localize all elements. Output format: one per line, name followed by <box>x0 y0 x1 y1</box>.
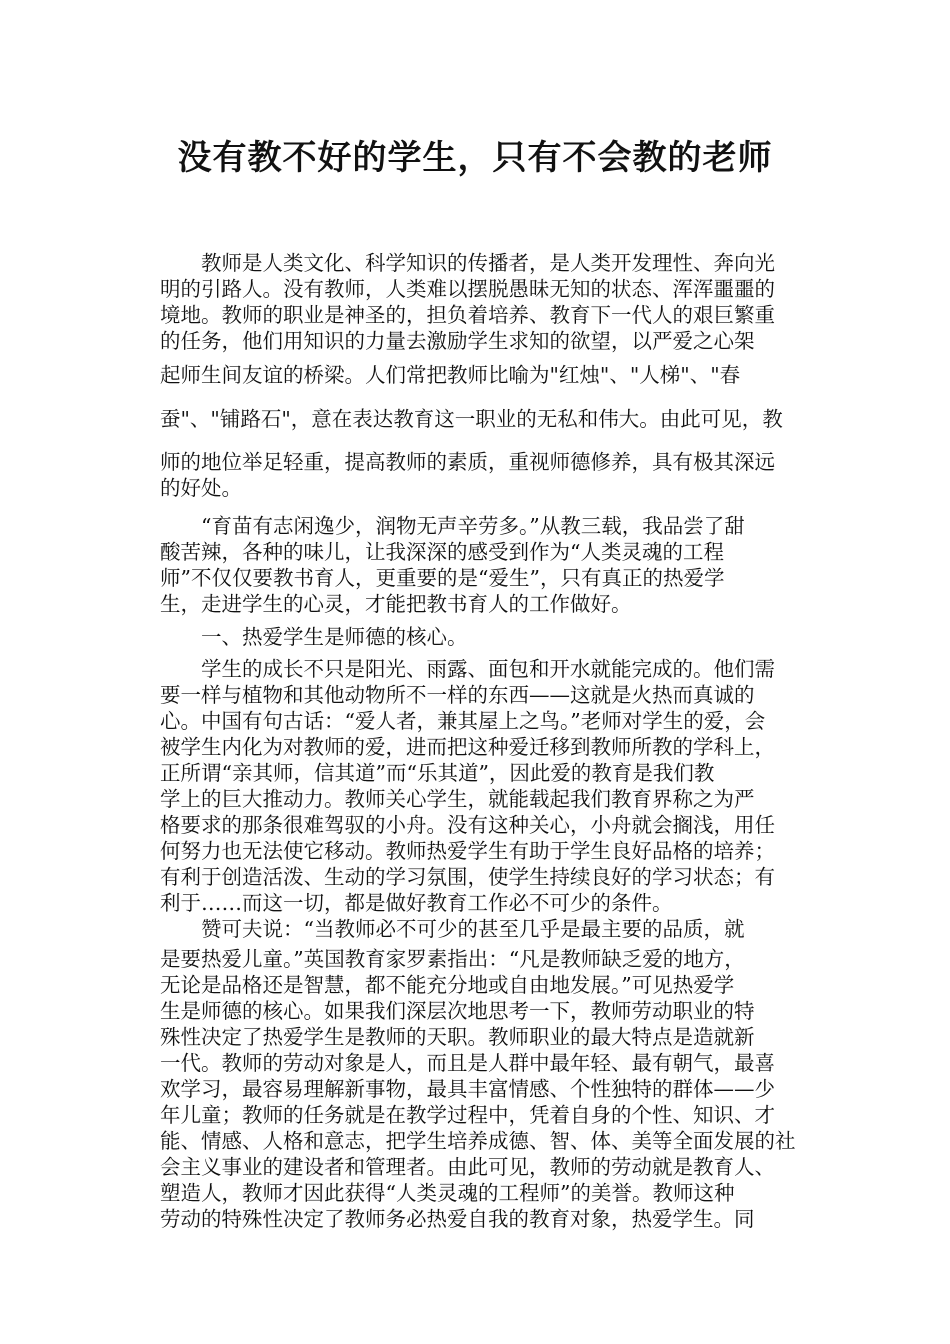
body-text-line: 塑造人，教师才因此获得“人类灵魂的工程师”的美誉。教师这种 <box>160 1181 735 1205</box>
body-text-line: 生，走进学生的心灵，才能把教书育人的工作做好。 <box>160 592 632 616</box>
body-text-line: “育苗有志闲逸少，润物无声辛劳多。”从教三载，我品尝了甜 <box>160 514 745 538</box>
body-text-line: 无论是品格还是智慧，都不能充分地或自由地发展。”可见热爱学 <box>160 973 735 997</box>
body-text-line: 正所谓“亲其师，信其道”而“乐其道”，因此爱的教育是我们教 <box>160 761 715 785</box>
body-text-line: 一、热爱学生是师德的核心。 <box>160 625 468 649</box>
body-text-line: 生是师德的核心。如果我们深层次地思考一下，教师劳动职业的特 <box>160 999 755 1023</box>
document-title: 没有教不好的学生，只有不会教的老师 <box>177 138 773 178</box>
body-text-line: 教师是人类文化、科学知识的传播者，是人类开发理性、奔向光 <box>160 251 775 275</box>
body-text-line: 能、情感、人格和意志，把学生培养成德、智、体、美等全面发展的社 <box>160 1129 796 1153</box>
body-text-line: 一代。教师的劳动对象是人，而且是人群中最年轻、最有朝气，最喜 <box>160 1051 775 1075</box>
body-text-line: 师”不仅仅要教书育人，更重要的是“爱生”，只有真正的热爱学 <box>160 566 725 590</box>
body-text-line: 被学生内化为对教师的爱，进而把这种爱迁移到教师所教的学科上， <box>160 735 775 759</box>
body-text-line: 蚕"、"铺路石"，意在表达教育这一职业的无私和伟大。由此可见，教 <box>160 407 783 431</box>
body-text-line: 酸苦辣，各种的味儿，让我深深的感受到作为“人类灵魂的工程 <box>160 540 724 564</box>
body-text-line: 的好处。 <box>160 476 242 500</box>
body-text-line: 赞可夫说：“当教师必不可少的甚至几乎是最主要的品质，就 <box>160 917 745 941</box>
body-text-line: 心。中国有句古话：“爱人者，兼其屋上之鸟。”老师对学生的爱，会 <box>160 709 766 733</box>
body-text-line: 殊性决定了热爱学生是教师的天职。教师职业的最大特点是造就新 <box>160 1025 755 1049</box>
body-text-line: 利于……而这一切，都是做好教育工作必不可少的条件。 <box>160 891 673 915</box>
body-text-line: 起师生间友谊的桥梁。人们常把教师比喻为"红烛"、"人梯"、"春 <box>160 363 741 387</box>
body-text-line: 有利于创造活泼、生动的学习氛围，使学生持续良好的学习状态；有 <box>160 865 775 889</box>
body-text-line: 何努力也无法使它移动。教师热爱学生有助于学生良好品格的培养； <box>160 839 775 863</box>
body-text-line: 要一样与植物和其他动物所不一样的东西——这就是火热而真诚的 <box>160 683 755 707</box>
body-text-line: 明的引路人。没有教师，人类难以摆脱愚昧无知的状态、浑浑噩噩的 <box>160 277 775 301</box>
body-text-line: 格要求的那条很难驾驭的小舟。没有这种关心，小舟就会搁浅，用任 <box>160 813 775 837</box>
body-text-line: 劳动的特殊性决定了教师务必热爱自我的教育对象，热爱学生。同 <box>160 1207 755 1231</box>
body-text-line: 师的地位举足轻重，提高教师的素质，重视师德修养，具有极其深远 <box>160 450 775 474</box>
body-text-line: 欢学习，最容易理解新事物，最具丰富情感、个性独特的群体——少 <box>160 1077 775 1101</box>
body-text-line: 会主义事业的建设者和管理者。由此可见，教师的劳动就是教育人、 <box>160 1155 775 1179</box>
body-text-line: 年儿童；教师的任务就是在教学过程中，凭着自身的个性、知识、才 <box>160 1103 775 1127</box>
body-text-line: 是要热爱儿童。”英国教育家罗素指出：“凡是教师缺乏爱的地方， <box>160 947 745 971</box>
body-text-line: 境地。教师的职业是神圣的，担负着培养、教育下一代人的艰巨繁重 <box>160 303 775 327</box>
body-text-line: 学生的成长不只是阳光、雨露、面包和开水就能完成的。他们需 <box>160 657 775 681</box>
body-text-line: 学上的巨大推动力。教师关心学生，就能载起我们教育界称之为严 <box>160 787 755 811</box>
body-text-line: 的任务，他们用知识的力量去激励学生求知的欲望，以严爱之心架 <box>160 329 755 353</box>
